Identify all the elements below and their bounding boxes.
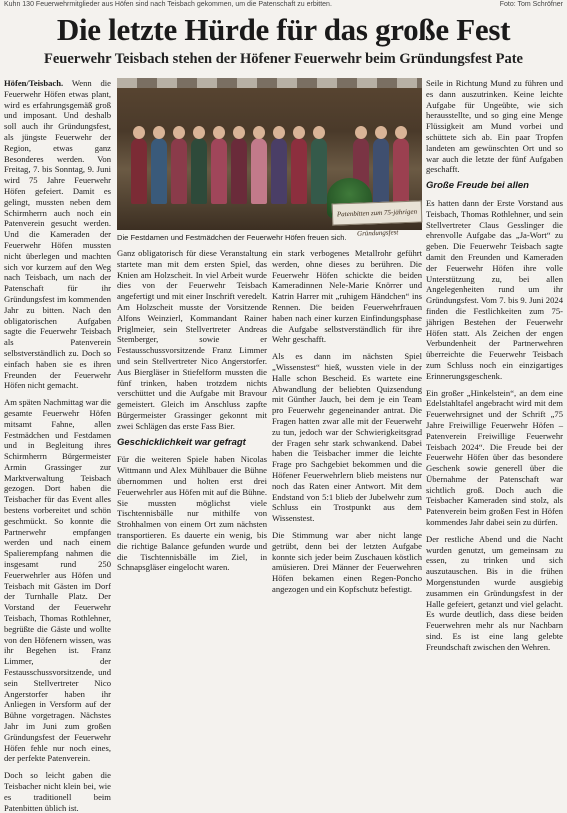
column-4 xyxy=(426,78,563,652)
paragraph: Seile in Richtung Mund zu führen und es dann auszutrinken. Keine leichte Aufgabe für Ungeübte, wie sich herausstellte, und so ging eine Menge Flüssigkeit am Mund vorbei und schüttete sich ab. Ein paar Tropfen landeten am gewünschten Ort und so war auch die letzte der fünf Aufgaben geschafft. xyxy=(426,78,563,175)
person-figure xyxy=(131,138,147,204)
section-subtitle: Geschicklichkeit war gefragt xyxy=(117,436,246,448)
paragraph: Für die weiteren Spiele haben Nicolas Wittmann und Alex Mühlbauer die Bühne übernommen und holten erst drei Feuerwehrler aus Höfen mit auf die Bühne. Sie mussten möglichst viele Tischtennisbälle nur mithilfe von Strohhalmen von einem Ort zum nächsten transportieren. Es dauerte ein wenig, bis die richtige Balance gefunden wurde und die Tischtennisbälle im Ziel, in Schnapsgläser eingelocht waren. xyxy=(117,454,267,573)
column-3 xyxy=(272,248,422,594)
person-figure xyxy=(393,138,409,204)
person-figure xyxy=(171,138,187,204)
paragraph: Es hatten dann der Erste Vorstand aus Teisbach, Thomas Rothlehner, und sein Stellvertreter Claus Gesslinger die ehrenvolle Aufgabe das „Ja-Wort“ zu geben. Die Feuerwehr Teisbach sagte damit den Freunden und Kameraden der Feuerwehr Höfen ihre volle Unterstützung zu, bei allen Angelegenheiten rund um ihr Gründungsfest. Vom 7. bis 9. Juni 2024 finden die Festlichkeiten zum 75-jährigen Bestehen der Feuerwehr Höfen statt. Als Zeichen der engen Verbundenheit der Partnerwehren überreichte die Feuerwehr Teisbach zum Schluss noch ein einzigartiges Erinnerungsgeschenk. xyxy=(426,197,563,381)
paragraph: Höfen/Teisbach. Wenn die Feuerwehr Höfen etwas plant, wird es erfahrungsgemäß groß und imposant. Und deshalb soll auch ihr Gründungsfest, als jüngste Feuerwehr der Region, etwas ganz Besonderes werden. Von Freitag, 7. bis Sonntag, 9. Juni wird 75 Jahre Feuerwehr Höfen gefeiert. Damit es gelingt, mussten neben dem Schirmherrn auch noch ein Patenverein gesucht werden. Und die Kameraden der Feuerwehr Höfen mussten nicht überlegen und machten sich vor kurzem auf den Weg nach Teisbach, um nach der Patenschaft für ihr Gründungsfest im kommenden Jahr zu bitten. Nach den obligatorischen Aufgaben sagte die Feuerwehr Teisbach als Patenverein selbstverständlich zu. Doch so einfach haben sie es ihren Freunden der Feuerwehr Höfen nicht gemacht. xyxy=(4,78,111,391)
paragraph: Ganz obligatorisch für diese Veranstaltung startete man mit dem ersten Spiel, das Knien am Holzscheit. In viel Arbeit wurde dies von der Feuerwehr Teisbach angefertigt und mit einer Inschrift veredelt. Am Holzscheit musste der Vorsitzende Alfons Weinzierl, Kommandant Rainer Priglmeier, sein Stellvertreter Andreas Stemberger, sowie er Festausschussvorsitzende Franz Limmer und sein Stellvertreter Nico Angerstorfer. Aus Biergläser in Stiefelform mussten die fünf trinken, haben trotzdem nichts verschüttet und die Aufgabe mit Bravour gemeistert. Gleich im Anschluss zapfte Bürgermeister Grassinger gekonnt mit zwei Schlägen das erste Fass Bier. xyxy=(117,248,267,431)
column-1 xyxy=(4,78,111,813)
paragraph: Der restliche Abend und die Nacht wurden genutzt, um gemeinsam zu essen, zu trinken und sich auszutauschen. Bis in die frühen Morgenstunden wurde ausgiebig zusammen ein Gründungsfest in der Halle gefeiert, getanzt und viel gelacht. Es wurde deutlich, dass diese beiden Feuerwehren mehr als nur Nachbarn sind. Es ist eine lang gelebte Freundschaft zwischen den Wehren. xyxy=(426,533,563,652)
paragraph: Als es dann im nächsten Spiel „Wissenstest“ hieß, wussten viele in der Halle schon Bescheid. Es wartete eine Abwandlung der beliebten Quizsendung mit Günther Jauch, bei dem je ein Team pro Feuerwehr gegeneinander antrat. Die Fragen hatten zwar alle mit der Feuerwehr zu tun, jedoch war der Schwierigkeitsgrad der Fragen sehr stark schwankend. Dabei haben die Teisbacher immer die leichte Frage pro Sachgebiet bekommen und die Höfener Feuerwehrlern blieb meistens nur noch das Raten einer Antwort. Mit dem Endstand von 5:1 blieb der Jubelwehr zum Schluss ein Trostpunkt aus dem Wissenstest. xyxy=(272,351,422,524)
top-caption-line xyxy=(4,0,563,10)
person-figure xyxy=(311,138,327,204)
dateline: Höfen/Teisbach. xyxy=(4,78,64,88)
person-figure xyxy=(251,138,267,204)
person-figure xyxy=(151,138,167,204)
person-figure xyxy=(211,138,227,204)
column-2 xyxy=(117,248,267,573)
person-figure xyxy=(373,138,389,204)
person-figure xyxy=(231,138,247,204)
paragraph: Doch so leicht gaben die Teisbacher nicht klein bei, wie es traditionell beim Patenbitten üblich ist. xyxy=(4,770,111,813)
photo-banner xyxy=(117,78,422,88)
photo-credit: Foto: Tom Schröfner xyxy=(499,1,563,8)
paragraph: ein stark verbogenes Metallrohr geführt werden, ohne dieses zu berühren. Die Feuerwehr Höfen schickte die beiden Kameradinnen Nele-Marie Knörrer und Katrin Harrer mit „ruhigem Händchen“ ins Rennen. Die beiden Feuerwehrfrauen haben nach einer kurzen Einfindungsphase die Aufgabe selbstverständlich für ihre Wehr geschafft. xyxy=(272,248,422,345)
person-figure xyxy=(291,138,307,204)
person-figure xyxy=(271,138,287,204)
previous-caption: Kuhn 130 Feuerwehrmitglieder aus Höfen sind nach Teisbach gekommen, um die Patenschaft zu erbitten. xyxy=(4,1,332,8)
patenbitten-sign: Patenbitten zum 75-jährigen Gründungsfest xyxy=(332,200,423,225)
headline: Die letzte Hürde für das große Fest xyxy=(56,12,511,47)
photo-caption: Die Festdamen und Festmädchen der Feuerwehr Höfen freuen sich. xyxy=(117,233,347,242)
section-subtitle: Große Freude bei allen xyxy=(426,180,529,192)
paragraph: Am späten Nachmittag war die gesamte Feuerwehr Höfen mitsamt Fahne, allen Festmädchen und Festdamen und in Begleitung ihres Schirmherrn Bürgermeister Armin Grassinger zur Marktverwaltung Teisbach gezogen. Dort haben die Teisbacher für das Event alles bestens vorbereitet und schön geschmückt. So konnte die Partnerwehr empfangen werden und nach einem Spalierempfang nahmen die insgesamt rund 250 Feuerwehrler aus Höfen und Teisbach mit Gästen im Dorf der Turnhalle Platz. Der Vorstand der Feuerwehr Teisbach, Thomas Rothlehner, begrüßte die Gäste und wollte von den Höfenern wissen, was ihr Begehen ist. Franz Limmer, der Festausschussvorsitzende, und sein Stellvertreter Nico Angerstorfer haben ihr Anliegen in Versform auf der Bühne vorgetragen. Nächstes Jahr im Juni zum großen Gründungsfest der Feuerwehr Höfen fehle nur noch eines, der perfekte Patenverein. xyxy=(4,397,111,764)
paragraph: Ein großer „Hinkelstein“, an dem eine Edelstahltafel angebracht wird mit dem Feuerwehrsignet und der Schrift „75 Jahre Freiwillige Feuerwehr Höfen – Patenverein Freiwillige Feuerwehr Teisbach 2024“. Die Freude bei der Feuerwehr Höfen über das besondere Geschenk sowie generell über die Übernahme der Patenschaft war sichtlich groß. Doch auch die Teisbacher Kameraden sind stolz, als Patenverein beim großen Fest in Höfen kommendes Jahr dabei sein zu dürfen. xyxy=(426,387,563,528)
subheadline: Feuerwehr Teisbach stehen der Höfener Feuerwehr beim Gründungsfest Pate xyxy=(43,51,523,67)
person-figure xyxy=(191,138,207,204)
paragraph: Die Stimmung war aber nicht lange getrübt, denn bei der letzten Aufgabe konnte sich jeder beim Zuschauen köstlich amüsieren. Drei Männer der Feuerwehren Höfen bekamen einen Regen-Poncho angezogen und ein Kopfschutz befestigt. xyxy=(272,529,422,594)
